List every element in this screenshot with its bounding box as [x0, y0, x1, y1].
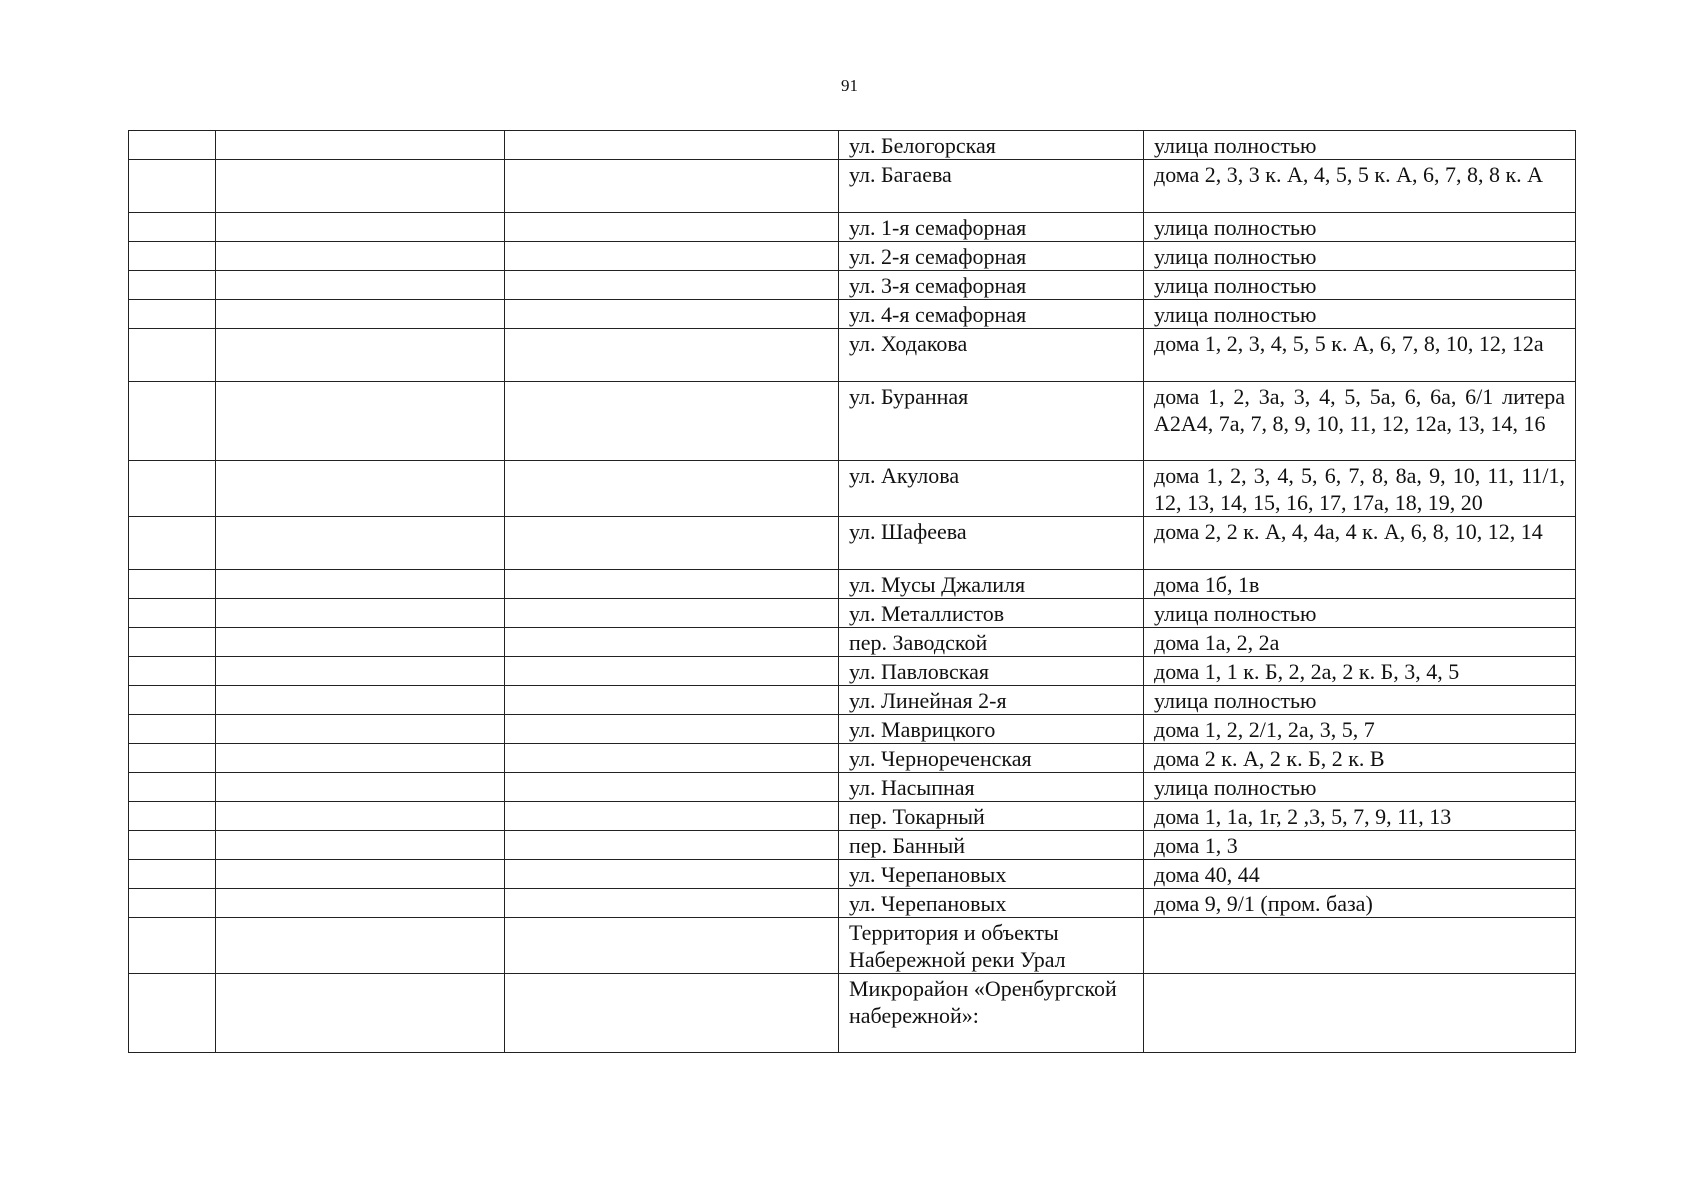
- houses-list: дома 2, 3, 3 к. А, 4, 5, 5 к. А, 6, 7, 8, 8 к. А: [1154, 162, 1544, 187]
- empty-cell: [216, 628, 505, 657]
- empty-cell: [129, 271, 216, 300]
- street-name: Микрорайон «Оренбургской набережной»:: [849, 976, 1117, 1028]
- empty-cell: [216, 686, 505, 715]
- table-row: [129, 974, 1576, 1053]
- houses-cell: [1144, 918, 1576, 974]
- table-row: [129, 461, 1576, 517]
- empty-cell: [216, 570, 505, 599]
- empty-cell: [216, 802, 505, 831]
- empty-cell: [216, 974, 505, 1053]
- houses-list: улица полностью: [1154, 302, 1317, 327]
- empty-cell: [505, 213, 839, 242]
- houses-list: дома 1, 1 к. Б, 2, 2а, 2 к. Б, 3, 4, 5: [1154, 659, 1460, 684]
- houses-cell: [1144, 382, 1576, 461]
- empty-cell: [216, 715, 505, 744]
- table-row: [129, 131, 1576, 160]
- street-cell: [839, 160, 1144, 213]
- houses-list: дома 1, 2, 3, 4, 5, 5 к. А, 6, 7, 8, 10, 12, 12а: [1154, 331, 1544, 356]
- houses-cell: [1144, 570, 1576, 599]
- empty-cell: [216, 517, 505, 570]
- table-row: [129, 599, 1576, 628]
- empty-cell: [129, 744, 216, 773]
- houses-cell: [1144, 131, 1576, 160]
- table-row: [129, 889, 1576, 918]
- street-cell: [839, 242, 1144, 271]
- empty-cell: [216, 657, 505, 686]
- houses-cell: [1144, 461, 1576, 517]
- street-name: ул. 1-я семафорная: [849, 215, 1027, 240]
- empty-cell: [129, 300, 216, 329]
- houses-list: улица полностью: [1154, 133, 1317, 158]
- empty-cell: [129, 160, 216, 213]
- street-name: ул. Маврицкого: [849, 717, 996, 742]
- houses-cell: [1144, 517, 1576, 570]
- street-cell: [839, 271, 1144, 300]
- table-row: [129, 242, 1576, 271]
- empty-cell: [505, 860, 839, 889]
- empty-cell: [505, 918, 839, 974]
- empty-cell: [216, 773, 505, 802]
- empty-cell: [505, 599, 839, 628]
- empty-cell: [505, 802, 839, 831]
- street-cell: [839, 131, 1144, 160]
- street-name: пер. Токарный: [849, 804, 985, 829]
- street-cell: [839, 657, 1144, 686]
- page-number: 91: [841, 76, 858, 95]
- empty-cell: [129, 657, 216, 686]
- houses-cell: [1144, 242, 1576, 271]
- empty-cell: [505, 773, 839, 802]
- street-name: ул. Багаева: [849, 162, 952, 187]
- street-cell: [839, 628, 1144, 657]
- street-name: ул. Буранная: [849, 384, 969, 409]
- street-name: ул. 4-я семафорная: [849, 302, 1027, 327]
- empty-cell: [505, 131, 839, 160]
- houses-list: улица полностью: [1154, 775, 1317, 800]
- street-cell: [839, 831, 1144, 860]
- houses-list: улица полностью: [1154, 215, 1317, 240]
- street-name: ул. Павловская: [849, 659, 990, 684]
- empty-cell: [505, 329, 839, 382]
- table-row: [129, 570, 1576, 599]
- empty-cell: [505, 570, 839, 599]
- houses-cell: [1144, 831, 1576, 860]
- houses-cell: [1144, 657, 1576, 686]
- empty-cell: [216, 300, 505, 329]
- address-table-body: [129, 131, 1576, 1053]
- houses-cell: [1144, 889, 1576, 918]
- houses-list: дома 1, 2, 3, 4, 5, 6, 7, 8, 8а, 9, 10, 11, 11/1, 12, 13, 14, 15, 16, 17, 17а, 18, 19, 20: [1154, 463, 1565, 515]
- empty-cell: [129, 860, 216, 889]
- street-name: ул. Линейная 2-я: [849, 688, 1007, 713]
- houses-cell: [1144, 271, 1576, 300]
- houses-cell: [1144, 802, 1576, 831]
- empty-cell: [216, 599, 505, 628]
- table-row: [129, 918, 1576, 974]
- street-name: пер. Заводской: [849, 630, 988, 655]
- street-cell: [839, 889, 1144, 918]
- empty-cell: [216, 213, 505, 242]
- houses-cell: [1144, 628, 1576, 657]
- empty-cell: [129, 599, 216, 628]
- empty-cell: [216, 831, 505, 860]
- houses-cell: [1144, 860, 1576, 889]
- table-row: [129, 860, 1576, 889]
- street-name: ул. Черноречeнская: [849, 746, 1032, 771]
- table-row: [129, 271, 1576, 300]
- empty-cell: [129, 715, 216, 744]
- empty-cell: [129, 831, 216, 860]
- street-name: ул. Белогорская: [849, 133, 996, 158]
- table-row: [129, 628, 1576, 657]
- street-name: ул. 2-я семафорная: [849, 244, 1027, 269]
- empty-cell: [129, 628, 216, 657]
- street-cell: [839, 461, 1144, 517]
- empty-cell: [505, 744, 839, 773]
- street-cell: [839, 715, 1144, 744]
- empty-cell: [505, 382, 839, 461]
- table-row: [129, 213, 1576, 242]
- street-cell: [839, 300, 1144, 329]
- street-cell: [839, 918, 1144, 974]
- empty-cell: [129, 570, 216, 599]
- table-row: [129, 773, 1576, 802]
- empty-cell: [505, 461, 839, 517]
- table-row: [129, 382, 1576, 461]
- empty-cell: [129, 802, 216, 831]
- empty-cell: [216, 271, 505, 300]
- empty-cell: [129, 889, 216, 918]
- empty-cell: [505, 300, 839, 329]
- houses-list: дома 1а, 2, 2а: [1154, 630, 1280, 655]
- houses-cell: [1144, 974, 1576, 1053]
- table-row: [129, 715, 1576, 744]
- empty-cell: [129, 517, 216, 570]
- houses-cell: [1144, 744, 1576, 773]
- street-name: ул. Ходакова: [849, 331, 968, 356]
- houses-list: дома 9, 9/1 (пром. база): [1154, 891, 1373, 916]
- empty-cell: [129, 131, 216, 160]
- empty-cell: [216, 860, 505, 889]
- street-cell: [839, 686, 1144, 715]
- houses-list: дома 1б, 1в: [1154, 572, 1260, 597]
- empty-cell: [216, 242, 505, 271]
- empty-cell: [505, 242, 839, 271]
- empty-cell: [129, 974, 216, 1053]
- empty-cell: [129, 329, 216, 382]
- houses-cell: [1144, 599, 1576, 628]
- houses-list: дома 1, 1а, 1г, 2 ,3, 5, 7, 9, 11, 13: [1154, 804, 1452, 829]
- empty-cell: [505, 686, 839, 715]
- houses-list: дома 1, 2, 2/1, 2а, 3, 5, 7: [1154, 717, 1375, 742]
- empty-cell: [505, 160, 839, 213]
- street-name: Территория и объекты Набережной реки Урал: [849, 920, 1066, 972]
- street-cell: [839, 382, 1144, 461]
- empty-cell: [216, 131, 505, 160]
- empty-cell: [129, 242, 216, 271]
- table-row: [129, 160, 1576, 213]
- street-cell: [839, 860, 1144, 889]
- houses-list: дома 1, 2, 3а, 3, 4, 5, 5а, 6, 6а, 6/1 литера А2А4, 7а, 7, 8, 9, 10, 11, 12, 12а, 13, 14, 16: [1154, 384, 1565, 436]
- table-row: [129, 744, 1576, 773]
- empty-cell: [505, 657, 839, 686]
- empty-cell: [216, 918, 505, 974]
- houses-list: улица полностью: [1154, 601, 1317, 626]
- address-table: [128, 130, 1576, 1053]
- houses-cell: [1144, 329, 1576, 382]
- empty-cell: [505, 628, 839, 657]
- empty-cell: [216, 382, 505, 461]
- houses-cell: [1144, 300, 1576, 329]
- empty-cell: [129, 773, 216, 802]
- houses-cell: [1144, 715, 1576, 744]
- houses-cell: [1144, 686, 1576, 715]
- empty-cell: [505, 831, 839, 860]
- houses-list: дома 40, 44: [1154, 862, 1260, 887]
- street-name: ул. Мусы Джалиля: [849, 572, 1026, 597]
- empty-cell: [216, 889, 505, 918]
- street-name: ул. Шафеева: [849, 519, 967, 544]
- table-row: [129, 686, 1576, 715]
- houses-cell: [1144, 213, 1576, 242]
- street-cell: [839, 517, 1144, 570]
- street-name: ул. Насыпная: [849, 775, 975, 800]
- empty-cell: [216, 744, 505, 773]
- houses-list: улица полностью: [1154, 244, 1317, 269]
- houses-list: улица полностью: [1154, 273, 1317, 298]
- street-cell: [839, 570, 1144, 599]
- empty-cell: [129, 382, 216, 461]
- houses-list: дома 1, 3: [1154, 833, 1238, 858]
- street-name: пер. Банный: [849, 833, 966, 858]
- empty-cell: [129, 213, 216, 242]
- houses-list: дома 2, 2 к. А, 4, 4а, 4 к. А, 6, 8, 10, 12, 14: [1154, 519, 1543, 544]
- table-row: [129, 517, 1576, 570]
- empty-cell: [216, 160, 505, 213]
- table-row: [129, 802, 1576, 831]
- street-cell: [839, 329, 1144, 382]
- street-cell: [839, 802, 1144, 831]
- table-row: [129, 329, 1576, 382]
- street-cell: [839, 213, 1144, 242]
- table-row: [129, 657, 1576, 686]
- street-cell: [839, 599, 1144, 628]
- empty-cell: [505, 715, 839, 744]
- street-name: ул. Черепановых: [849, 862, 1007, 887]
- empty-cell: [216, 329, 505, 382]
- street-name: ул. Черепановых: [849, 891, 1007, 916]
- street-name: ул. 3-я семафорная: [849, 273, 1027, 298]
- houses-cell: [1144, 773, 1576, 802]
- empty-cell: [505, 271, 839, 300]
- empty-cell: [129, 686, 216, 715]
- empty-cell: [129, 918, 216, 974]
- houses-list: улица полностью: [1154, 688, 1317, 713]
- table-row: [129, 831, 1576, 860]
- empty-cell: [505, 889, 839, 918]
- street-cell: [839, 744, 1144, 773]
- empty-cell: [505, 974, 839, 1053]
- empty-cell: [216, 461, 505, 517]
- houses-list: дома 2 к. А, 2 к. Б, 2 к. В: [1154, 746, 1385, 771]
- empty-cell: [129, 461, 216, 517]
- street-cell: [839, 974, 1144, 1053]
- table-row: [129, 300, 1576, 329]
- street-name: ул. Металлистов: [849, 601, 1005, 626]
- street-name: ул. Акулова: [849, 463, 960, 488]
- houses-cell: [1144, 160, 1576, 213]
- street-cell: [839, 773, 1144, 802]
- empty-cell: [505, 517, 839, 570]
